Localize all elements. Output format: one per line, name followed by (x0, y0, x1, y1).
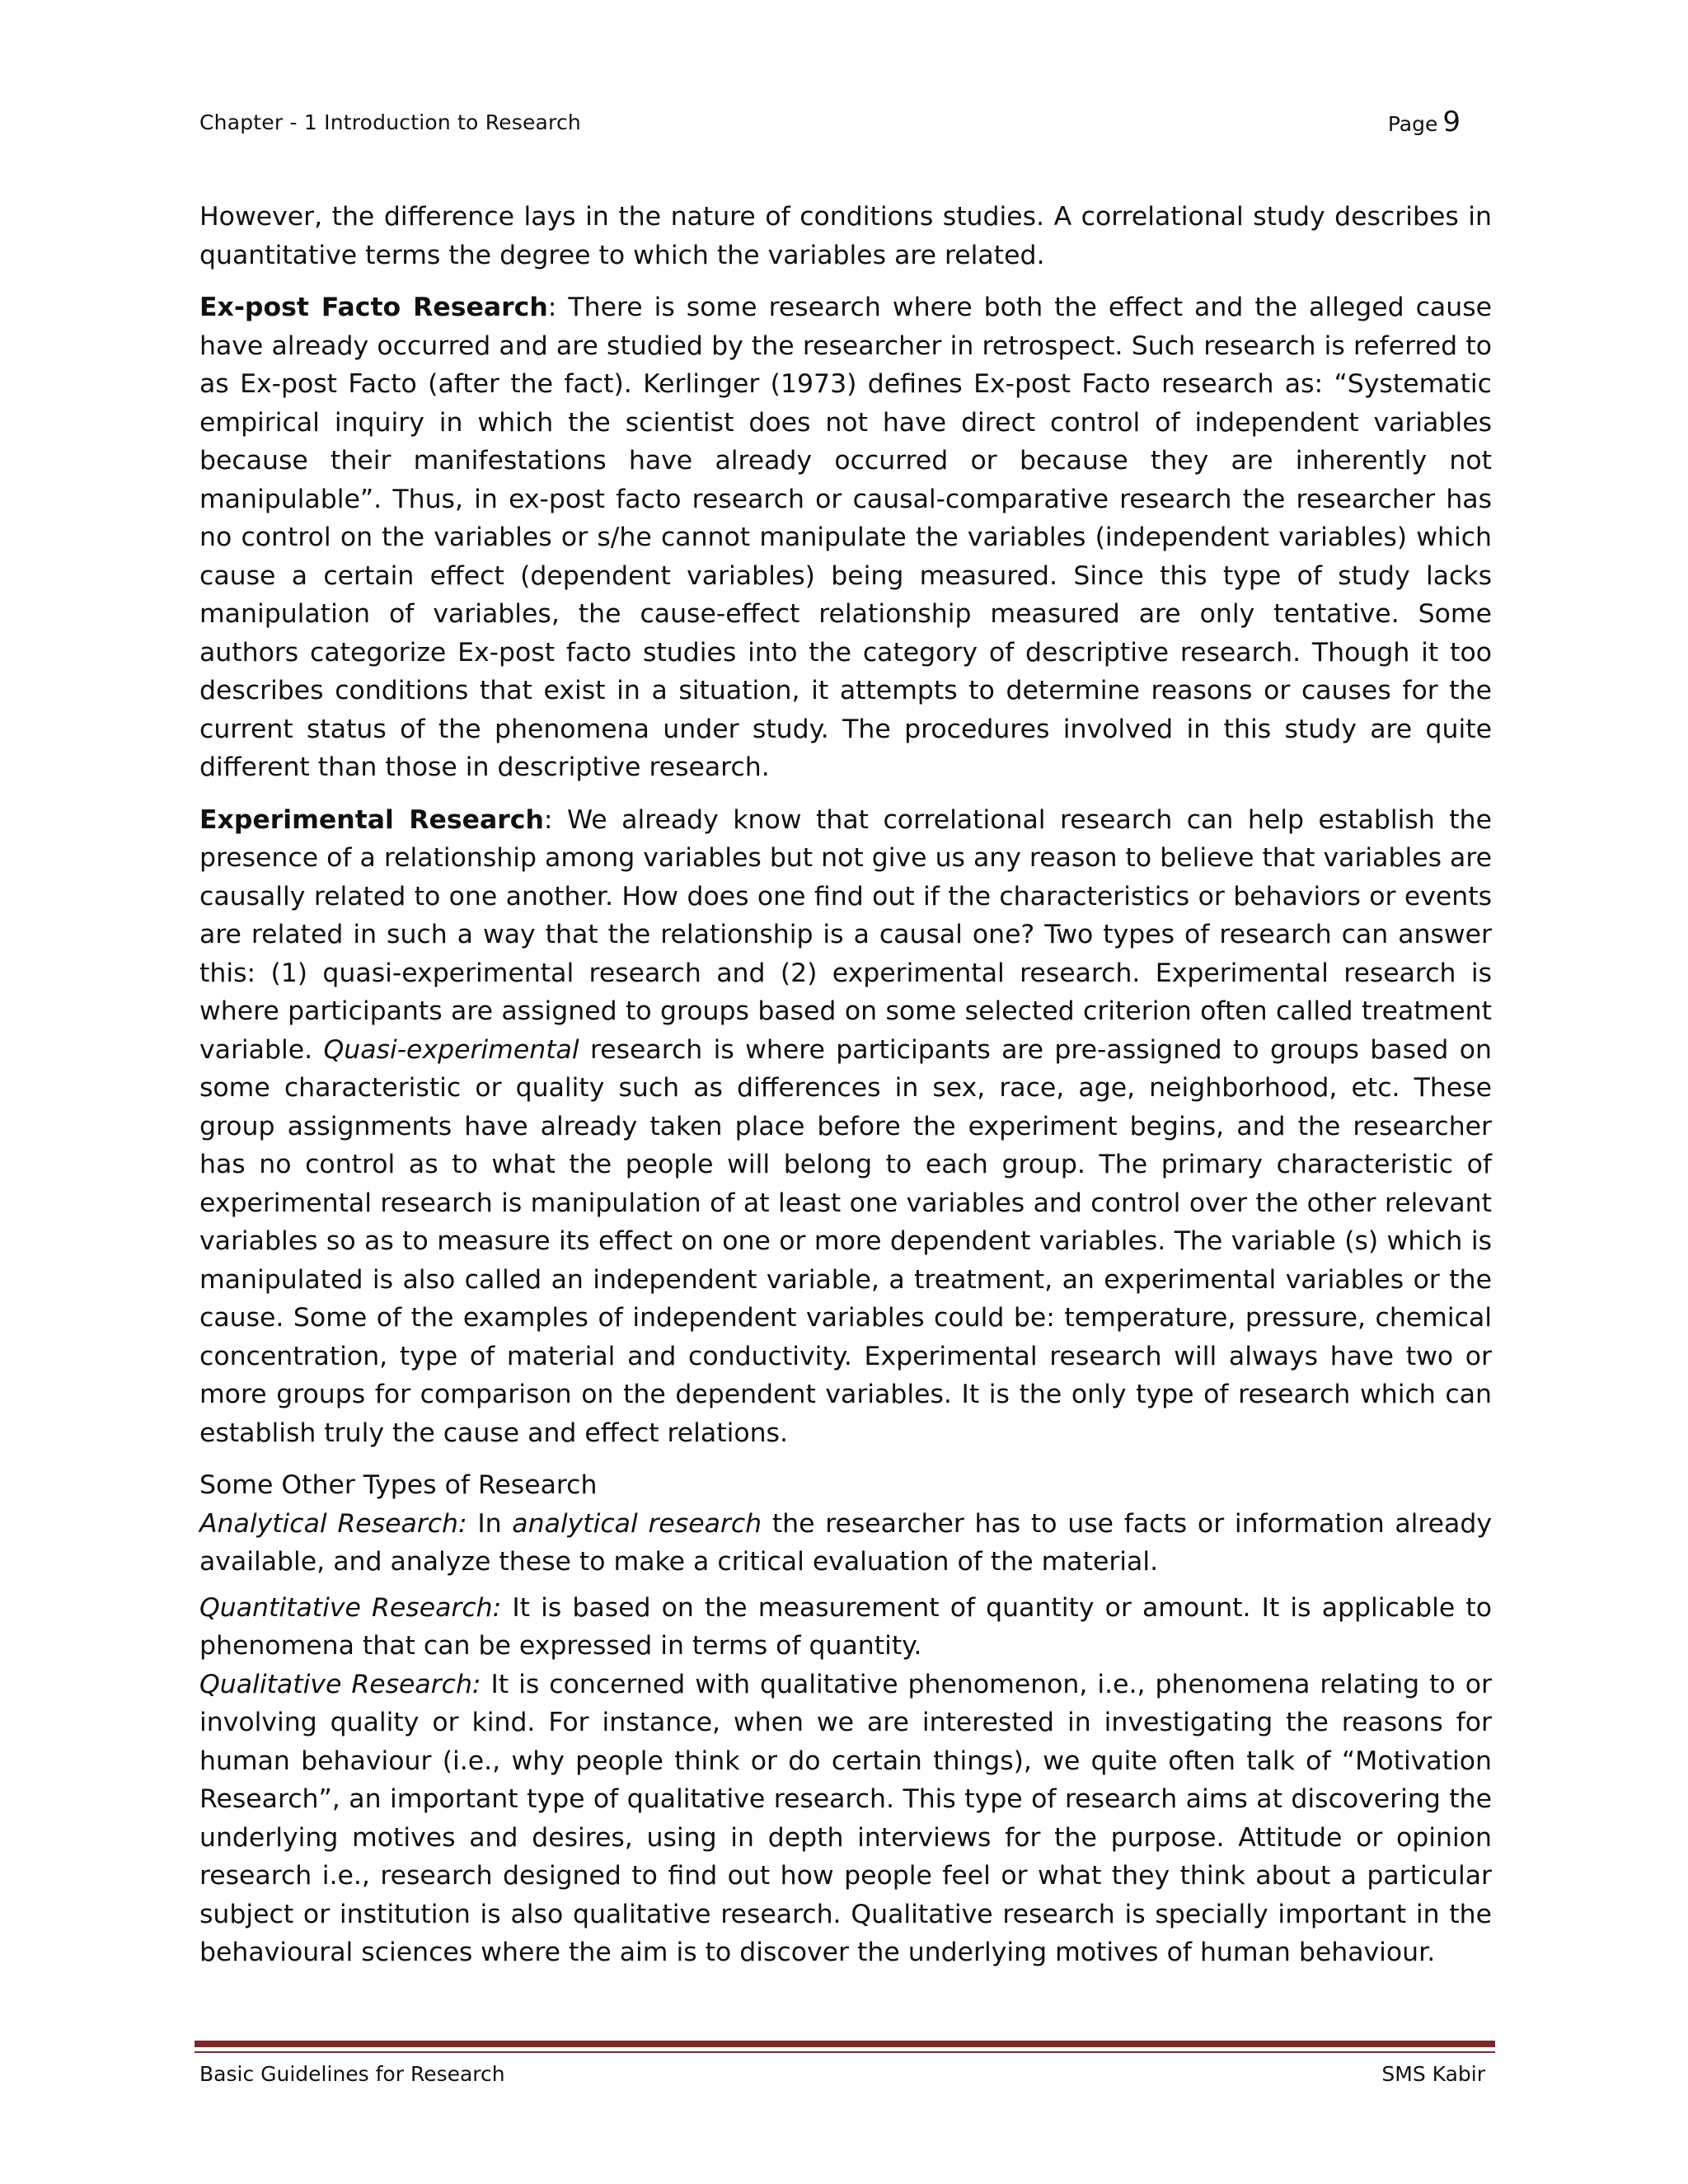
ex-post-facto-paragraph (199, 288, 1492, 787)
ex-post-facto-text: : There is some research where both the effect and the alleged cause have already occurred and are studied by the researcher in retrospect. Such research is referred to as Ex-post Facto (after the fact). Kerlinger (1973) defines Ex-post Facto research as: “Systematic empirical inquiry in which the scientist does not have direct control of independent variables because their manifestations have already occurred or because they are inherently not manipulable”. Thus, in ex-post facto research or causal-comparative research the researcher has no control on the variables or s/he cannot manipulate the variables (independent variables) which cause a certain effect (dependent variables) being measured. Since this type of study lacks manipulation of variables, the cause-effect relationship measured are only tentative. Some authors categorize Ex-post facto studies into the category of descriptive research. Though it too describes conditions that exist in a situation, it attempts to determine reasons or causes for the current status of the phenomena under study. The procedures involved in this study are quite different than those in descriptive research. (199, 293, 1492, 782)
analytical-inline-term: analytical research (512, 1508, 762, 1539)
footer-rule-thin (195, 2051, 1495, 2053)
quasi-experimental-term: Quasi-experimental (323, 1034, 579, 1065)
analytical-paragraph (199, 1505, 1492, 1582)
page-header (199, 105, 1461, 138)
analytical-text-a: In (467, 1508, 513, 1539)
qualitative-term: Qualitative Research: (199, 1669, 481, 1699)
other-types-heading: Some Other Types of Research (199, 1470, 598, 1500)
page-indicator (1388, 105, 1461, 138)
experimental-text-b: research is where participants are pre-assigned to groups based on some characteristic or quality such as differences in sex, race, age, neighborhood, etc. These group assignments have already taken place before the experiment begins, and the researcher has no control as to what the people will belong to each group. The primary characteristic of experimental research is manipulation of at least one variables and control over the other relevant variables so as to measure its effect on one or more dependent variables. The variable (s) which is manipulated is also called an independent variable, a treatment, an experimental variables or the cause. Some of the examples of independent variables could be: temperature, pressure, chemical concentration, type of material and conductivity. Experimental research will always have two or more groups for comparison on the dependent variables. It is the only type of research which can establish truly the cause and effect relations. (199, 1034, 1492, 1448)
qualitative-paragraph (199, 1666, 1492, 1972)
footer-author: SMS Kabir (1381, 2062, 1485, 2086)
quantitative-paragraph (199, 1589, 1492, 1666)
experimental-term: Experimental Research (199, 804, 544, 835)
qualitative-text: It is concerned with qualitative phenomenon, i.e., phenomena relating to or involving quality or kind. For instance, when we are interested in investigating the reasons for human behaviour (i.e., why people think or do certain things), we quite often talk of “Motivation Research”, an important type of qualitative research. This type of research aims at discovering the underlying motives and desires, using in depth interviews for the purpose. Attitude or opinion research i.e., research designed to find out how people feel or what they think about a particular subject or institution is also qualitative research. Qualitative research is specially important in the behavioural sciences where the aim is to discover the underlying motives of human behaviour. (199, 1669, 1492, 1967)
quantitative-term: Quantitative Research: (199, 1592, 502, 1623)
page-number: 9 (1442, 105, 1461, 138)
page-body (199, 198, 1492, 1972)
quantitative-text: It is based on the measurement of quantity or amount. It is applicable to phenomena that can be expressed in terms of quantity. (199, 1592, 1492, 1661)
footer-rule (195, 2041, 1495, 2047)
analytical-term: Analytical Research: (199, 1508, 467, 1539)
intro-paragraph: However, the difference lays in the nature of conditions studies. A correlational study describes in quantitative terms the degree to which the variables are related. (199, 202, 1492, 270)
page-label: Page (1387, 112, 1438, 136)
analytical-text-b: the researcher has to use facts or information already available, and analyze these to make a critical evaluation of the material. (199, 1508, 1492, 1577)
chapter-title: Chapter - 1 Introduction to Research (199, 110, 581, 134)
page-footer (199, 2062, 1485, 2092)
experimental-paragraph (199, 801, 1492, 1453)
experimental-text-a: : We already know that correlational research can help establish the presence of a relationship among variables but not give us any reason to believe that variables are causally related to one another. How does one find out if the characteristics or behaviors or events are related in such a way that the relationship is a causal one? Two types of research can answer this: (1) quasi-experimental research and (2) experimental research. Experimental research is where participants are assigned to groups based on some selected criterion often called treatment variable. (199, 804, 1492, 1065)
footer-title: Basic Guidelines for Research (199, 2062, 505, 2086)
ex-post-facto-term: Ex-post Facto Research (199, 293, 548, 322)
